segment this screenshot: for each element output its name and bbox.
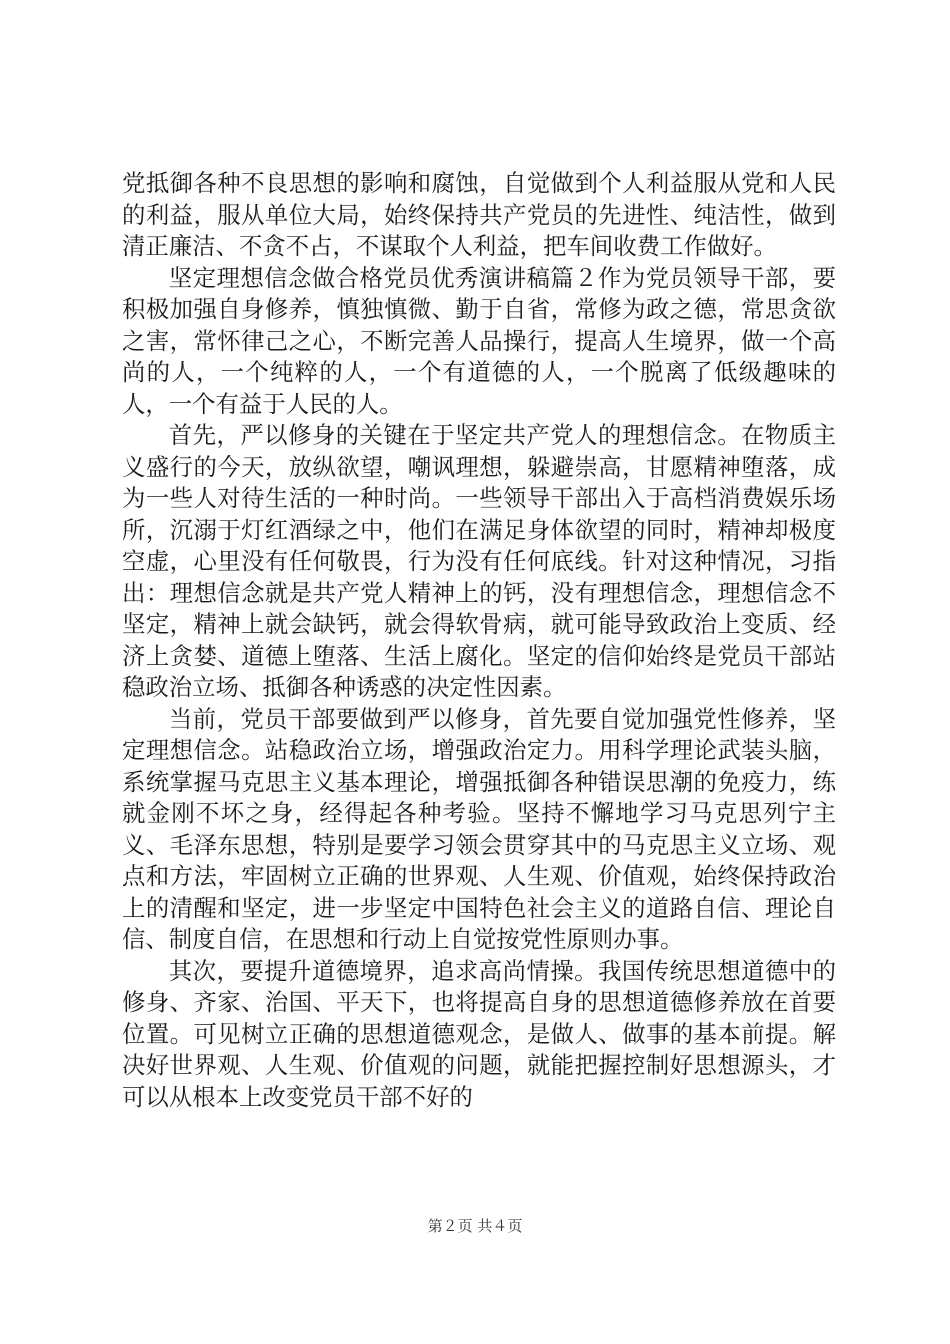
paragraph: 其次，要提升道德境界，追求高尚情操。我国传统思想道德中的修身、齐家、治国、平天下，也将提高自身的思想道德修养放在首要位置。可见树立正确的思想道德观念，是做人、做事的基本前提。解决好世界观、人生观、价值观的问题，就能把握控制好思想源头，才可以从根本上改变党员干部不好的 — [122, 956, 836, 1111]
paragraph-continuation: 党抵御各种不良思想的影响和腐蚀，自觉做到个人利益服从党和人民的利益，服从单位大局，始终保持共产党员的先进性、纯洁性，做到清正廉洁、不贪不占，不谋取个人利益，把车间收费工作做好。 — [122, 169, 836, 260]
paragraph: 首先，严以修身的关键在于坚定共产党人的理想信念。在物质主义盛行的今天，放纵欲望，嘲讽理想，躲避崇高，甘愿精神堕落，成为一些人对待生活的一种时尚。一些领导干部出入于高档消费娱乐场所，沉溺于灯红酒绿之中，他们在满足身体欲望的同时，精神却极度空虚，心里没有任何敬畏，行为没有任何底线。针对这种情况，习指出：理想信念就是共产党人精神上的钙，没有理想信念，理想信念不坚定，精神上就会缺钙，就会得软骨病，就可能导致政治上变质、经济上贪婪、道德上堕落、生活上腐化。坚定的信仰始终是党员干部站稳政治立场、抵御各种诱惑的决定性因素。 — [122, 421, 836, 701]
document-body — [122, 168, 836, 1113]
paragraph: 当前，党员干部要做到严以修身，首先要自觉加强党性修养，坚定理想信念。站稳政治立场，增强政治定力。用科学理论武装头脑，系统掌握马克思主义基本理论，增强抵御各种错误思潮的免疫力，练就金刚不坏之身，经得起各种考验。坚持不懈地学习马克思列宁主义、毛泽东思想，特别是要学习领会贯穿其中的马克思主义立场、观点和方法，牢固树立正确的世界观、人生观、价值观，始终保持政治上的清醒和坚定，进一步坚定中国特色社会主义的道路自信、理论自信、制度自信，在思想和行动上自觉按党性原则办事。 — [122, 704, 836, 953]
page-number-footer: 第２页 共４页 — [427, 1217, 523, 1235]
paragraph: 坚定理想信念做合格党员优秀演讲稿篇２作为党员领导干部，要积极加强自身修养，慎独慎微、勤于自省，常修为政之德，常思贪欲之害，常怀律己之心，不断完善人品操行，提高人生境界，做一个高尚的人，一个纯粹的人，一个有道德的人，一个脱离了低级趣味的人，一个有益于人民的人。 — [122, 263, 836, 418]
